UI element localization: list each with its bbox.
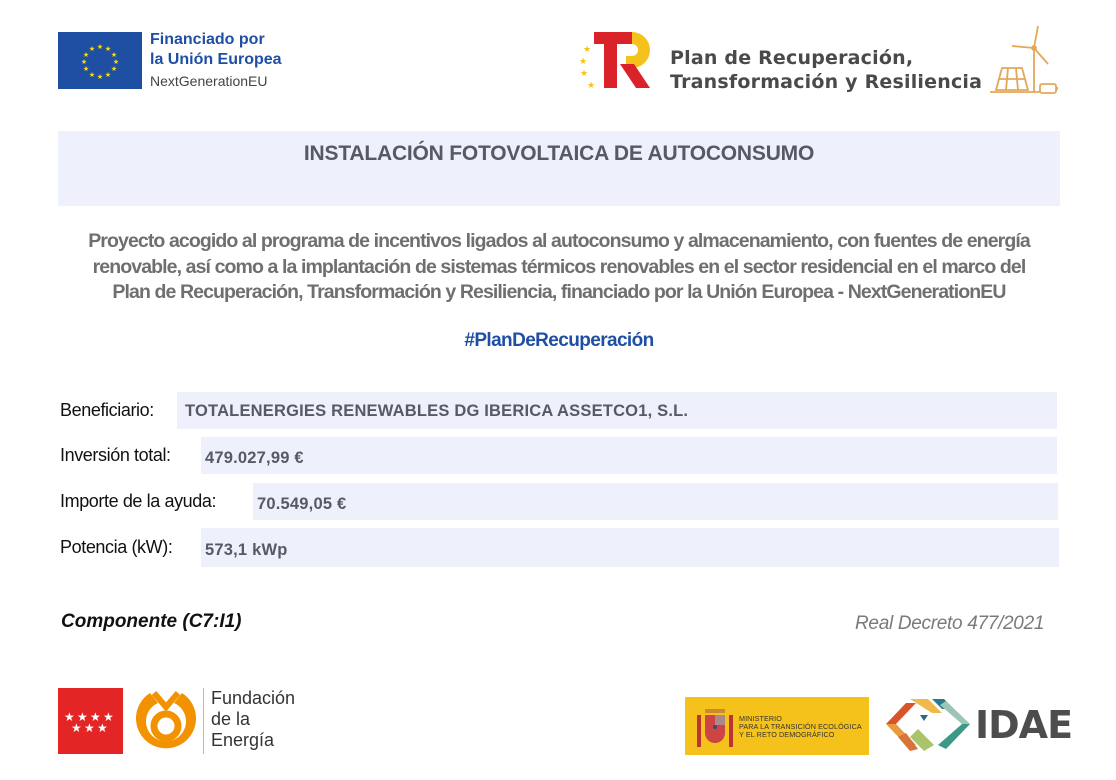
idae-logo-icon: [884, 693, 972, 755]
inversion-value: 479.027,99 €: [205, 449, 304, 467]
potencia-value: 573,1 kWp: [205, 541, 288, 559]
prtr-text: [670, 46, 982, 94]
svg-text:★: ★: [103, 710, 114, 724]
svg-text:★: ★: [110, 52, 118, 59]
eu-line-1: Financiado por: [150, 31, 265, 48]
svg-text:★: ★: [88, 46, 96, 53]
potencia-box: [201, 528, 1059, 567]
ayuda-box: [253, 483, 1058, 520]
beneficiario-label: Beneficiario:: [60, 400, 154, 420]
ministerio-line-2: PARA LA TRANSICIÓN ECOLÓGICA: [739, 722, 862, 731]
ayuda-label: Importe de la ayuda:: [60, 491, 217, 511]
decreto-text: Real Decreto 477/2021: [855, 613, 1045, 634]
ayuda-value: 70.549,05 €: [257, 495, 347, 513]
fundacion-line-2: de la: [211, 709, 251, 729]
svg-text:★: ★: [112, 59, 120, 66]
svg-text:★: ★: [579, 56, 588, 66]
svg-text:★: ★: [71, 721, 82, 735]
wind-solar-battery-icon: [988, 24, 1062, 96]
hashtag: #PlanDeRecuperación: [464, 330, 654, 351]
beneficiario-value: TOTALENERGIES RENEWABLES DG IBERICA ASSETCO1, S.L.: [185, 402, 689, 420]
inversion-label: Inversión total:: [60, 445, 171, 465]
description-line-3: Plan de Recuperación, Transformación y Resiliencia, financiado por la Unión Europea - NextGenerationEU: [112, 281, 1006, 303]
svg-text:★: ★: [82, 52, 90, 59]
inversion-box: [201, 437, 1057, 474]
description-line-1: Proyecto acogido al programa de incentivos ligados al autoconsumo y almacenamiento, con fuentes de energía: [88, 230, 1030, 252]
description-line-2: renovable, así como a la implantación de sistemas térmicos renovables en el sector residencial en el marco del: [92, 255, 1026, 278]
spain-coat-of-arms-icon: [693, 703, 737, 751]
svg-text:★: ★: [80, 59, 88, 66]
svg-text:★: ★: [64, 710, 75, 724]
project-description: [58, 229, 1060, 306]
svg-text:★: ★: [580, 68, 589, 78]
fundacion-text: [211, 688, 295, 751]
componente-text: Componente (C7:I1): [61, 611, 242, 632]
svg-text:★: ★: [88, 72, 96, 79]
ministerio-text: [739, 715, 862, 739]
svg-text:★: ★: [587, 80, 596, 90]
svg-text:★: ★: [110, 66, 118, 73]
eu-flag-icon: [58, 32, 142, 89]
svg-text:★: ★: [90, 710, 101, 724]
ministerio-line-1: MINISTERIO: [739, 714, 782, 723]
svg-text:★: ★: [82, 66, 90, 73]
eu-line-3: NextGenerationEU: [150, 73, 268, 89]
svg-text:★: ★: [583, 44, 592, 54]
svg-text:★: ★: [104, 72, 112, 79]
fundacion-energia-icon: [130, 685, 202, 757]
tr-logo-icon: [574, 28, 654, 92]
eu-line-2: la Unión Europea: [150, 51, 282, 68]
eu-funding-text: [150, 30, 282, 91]
prtr-line-2: Transformación y Resiliencia: [670, 71, 983, 93]
ministerio-line-3: Y EL RETO DEMOGRÁFICO: [739, 730, 835, 739]
page-title: INSTALACIÓN FOTOVOLTAICA DE AUTOCONSUMO: [303, 142, 815, 165]
svg-text:★: ★: [97, 721, 108, 735]
comunidad-madrid-flag-icon: [58, 688, 123, 754]
svg-text:★: ★: [104, 46, 112, 53]
svg-text:★: ★: [77, 710, 88, 724]
idae-text: IDAE: [975, 703, 1073, 747]
prtr-line-1: Plan de Recuperación,: [670, 47, 914, 69]
fundacion-line-3: Energía: [211, 730, 275, 750]
fundacion-separator: [203, 688, 204, 754]
svg-text:★: ★: [96, 74, 104, 81]
potencia-label: Potencia (kW):: [60, 537, 173, 557]
svg-text:★: ★: [84, 721, 95, 735]
svg-text:★: ★: [96, 44, 104, 51]
fundacion-line-1: Fundación: [211, 688, 296, 708]
